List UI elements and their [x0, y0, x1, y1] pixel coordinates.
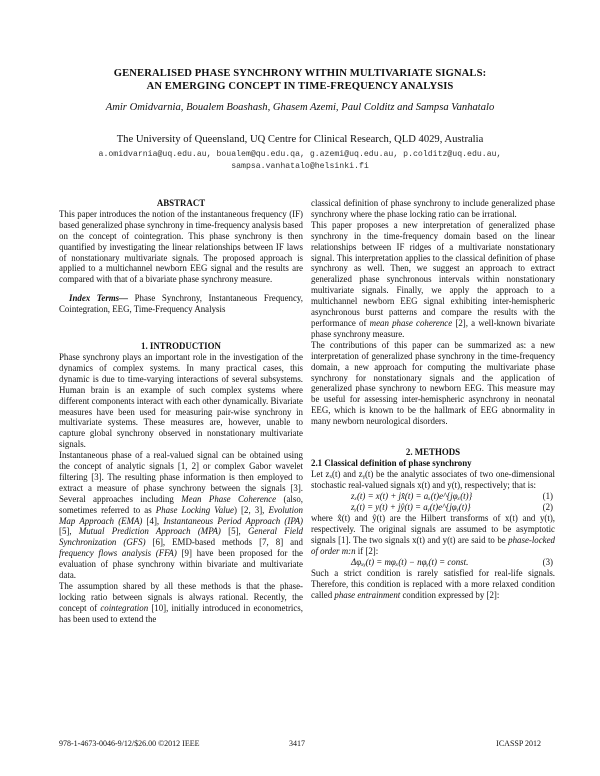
- methods-heading: 2. METHODS: [405, 447, 461, 458]
- methods-paragraph-3: [311, 568, 555, 601]
- author-emails: [60, 149, 540, 173]
- paper-title: [60, 68, 540, 93]
- methods-p2-text: where x̂(t) and ŷ(t) are the Hilbert transforms of x(t) and y(t), respectively. The original signals are assumed to be asymptotic signals [1]. The two signals x(t) and y(t) are said to be: [311, 513, 555, 545]
- intro-p2-text: [6], EMD-based methods [7, 8] and: [145, 537, 303, 548]
- term-phase-entrainment: phase entrainment: [334, 589, 401, 600]
- intro-p2-text: [9] have been proposed for the evaluation of phase synchrony within bivariate and multivariate data.: [59, 548, 303, 581]
- emails-line-1: a.omidvarnia@uq.edu.au, boualem@qu.edu.qa, g.azemi@uq.edu.au, p.colditz@uq.edu.au,: [98, 150, 502, 159]
- index-terms: [59, 293, 303, 315]
- term-mpc: Mean Phase Coherence: [181, 493, 277, 504]
- right-column: [311, 198, 555, 601]
- term-mean-phase-coherence: mean phase coherence: [369, 317, 453, 328]
- emails-line-2: sampsa.vanhatalo@helsinki.fi: [231, 162, 369, 171]
- equation-1-number: (1): [542, 490, 553, 501]
- abstract-text: This paper introduces the notion of the instantaneous frequency (IF) based generalized phase synchrony in time-frequency analysis based on the concept of cointegration. This phase synchrony is then quantified by investigating the linear relationships between IF laws of nonstationary multivariate signals. The proposed approach is applied to a multichannel newborn EEG signal and the results are compared with that of a bivariate phase synchrony measure.: [59, 208, 303, 285]
- footer-copyright: 978-1-4673-0046-9/12/$26.00 ©2012 IEEE: [59, 739, 200, 748]
- methods-paragraph-1: Let zₓ(t) and zᵧ(t) be the analytic associates of two one-dimensional stochastic real-valued signals x(t) and y(t), respectively; that is:: [311, 468, 555, 490]
- equation-3-body: Δφₓᵧ(t) = mφₓ(t) − nφᵧ(t) = const.: [351, 556, 469, 567]
- authors: Amir Omidvarnia, Boualem Boashash, Ghasem Azemi, Paul Colditz and Sampsa Vanhatalo: [105, 102, 495, 113]
- intro-p2-text: Instantaneous phase of a real-valued signal can be obtained using the concept of analytic signals [1, 2] or complex Gabor wavelet filtering [3]. The resulting phase information is then employed to extract a measure of phase synchrony between the signals [3]. Several approaches including: [59, 450, 303, 504]
- term-ipa: Instantaneous Period Approach (IPA): [163, 515, 303, 526]
- equation-3: [311, 557, 555, 568]
- intro-paragraph-3: [59, 581, 303, 625]
- methods-p2-text: if [2]:: [355, 545, 379, 556]
- title-line-2: AN EMERGING CONCEPT IN TIME-FREQUENCY ANALYSIS: [146, 80, 454, 92]
- term-ema: Evolution Map Approach (EMA): [59, 504, 303, 526]
- intro-paragraph-2: [59, 450, 303, 581]
- equation-2-number: (2): [542, 501, 553, 512]
- intro-heading: 1. INTRODUCTION: [141, 341, 221, 352]
- term-cointegration: cointegration: [100, 602, 149, 613]
- equation-2-body: zᵧ(t) = y(t) + jŷ(t) = aᵧ(t)e^{jφᵧ(t)}: [351, 501, 471, 512]
- subsection-2-1-heading: 2.1 Classical definition of phase synchrony: [311, 457, 472, 468]
- footer-conference: ICASSP 2012: [496, 739, 541, 748]
- footer-page-number: 3417: [289, 739, 305, 748]
- left-column: [59, 198, 303, 625]
- right-p2-text: This paper proposes a new interpretation of generalized phase synchrony in the time-frequency domain based on the linear relationships between IF ridges of a multivariate nonstationary signal. This interpretation applies to the classical definition of phase synchrony as well. Then, we suggest an approach to extract generalized phase synchronous intervals within nonstationary multivariate signals. Finally, we apply the approach to a multichannel newborn EEG signal exhibiting inter-hemispheric asynchronous burst patterns and compare the results with the performance of: [311, 219, 555, 328]
- title-line-1: GENERALISED PHASE SYNCHRONY WITHIN MULTIVARIATE SIGNALS:: [113, 68, 487, 79]
- equation-3-number: (3): [542, 556, 553, 567]
- right-paragraph-3: The contributions of this paper can be summarized as: a new interpretation of generalized phase synchrony in the time-frequency domain, a new approach for computing the multivariate phase synchrony for nonstationary signals and the application of generalized phase synchrony to newborn EEG. This measure may be useful for assessing inter-hemispheric asynchrony in neonatal EEG, which is known to be the hallmark of EEG abnormality in many newborn neurological disorders.: [311, 339, 555, 427]
- intro-p3-text: [10], initially introduced in econometrics, has been used to extend the: [59, 602, 303, 624]
- right-p2-text: [2], a well-known bivariate phase synchrony measure.: [311, 317, 555, 339]
- term-mpa: Mutual Prediction Approach (MPA): [78, 526, 221, 537]
- term-plv: Phase Locking Value: [155, 504, 234, 515]
- intro-p2-text: [5],: [59, 526, 79, 537]
- term-phase-locked: phase-locked of order m:n: [311, 534, 555, 556]
- term-ffa: frequency flows analysis (FFA): [59, 548, 177, 559]
- equation-1-body: zₓ(t) = x(t) + jx̂(t) = aₓ(t)e^{jφₓ(t)}: [351, 490, 473, 501]
- methods-p3-text: Such a strict condition is rarely satisfied for real-life signals. Therefore, this condition is replaced with a more relaxed condition called: [311, 567, 555, 600]
- index-terms-text: Phase Synchrony, Instantaneous Frequency, Cointegration, EEG, Time-Frequency Analysis: [59, 293, 304, 315]
- methods-p3-text: condition expressed by [2]:: [400, 589, 500, 600]
- intro-p2-text: [4],: [142, 515, 164, 526]
- intro-p2-text: ) [2, 3],: [233, 504, 269, 515]
- intro-p2-text: (also, sometimes referred to as: [59, 493, 303, 515]
- term-gfs: General Field Synchronization (GFS): [59, 526, 303, 548]
- right-paragraph-1: classical definition of phase synchrony to include generalized phase synchrony where the phase locking ratio can be irrational.: [311, 198, 555, 219]
- abstract-heading: ABSTRACT: [156, 198, 206, 208]
- intro-p2-text: [5],: [220, 526, 248, 537]
- intro-p3-text: The assumption shared by all these methods is that the phase-locking ratio between signals is always rational. Recently, the concept of: [59, 581, 303, 613]
- right-paragraph-2: [311, 220, 555, 340]
- equation-2: [311, 502, 555, 513]
- affiliation: The University of Queensland, UQ Centre for Clinical Research, QLD 4029, Australia: [116, 134, 484, 145]
- equation-1: [311, 491, 555, 502]
- methods-paragraph-2: [311, 513, 555, 557]
- intro-paragraph-1: Phase synchrony plays an important role in the investigation of the dynamics of complex systems. In many practical cases, this dynamic is due to time-varying interactions of several subsystems. Human brain is an example of such complex systems where different components interact with each other dynamically. Bivariate measures have been used for measuring pair-wise synchrony in multivariate systems. These measures are, however, unable to capture global synchrony observed in nonstationary multivariate signals.: [59, 351, 303, 450]
- index-terms-label: Index Terms—: [69, 293, 129, 304]
